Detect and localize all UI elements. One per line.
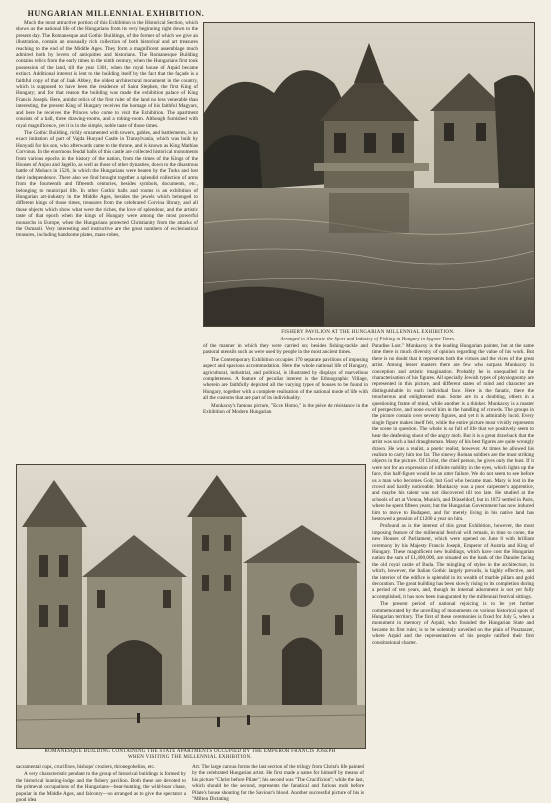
column-1-bottom xyxy=(16,764,186,803)
caption-line-2: WHEN VISITING THE MILLENNIAL EXHIBITION. xyxy=(128,755,252,760)
paragraph: Art. The large canvas forms the last section of the trilogy from Christ's life painted by the celebrated Hungarian artist. He first made a name for himself by means of his picture "Christ before Pilate"; his second was "The Crucifixion"; while the last, which should be the second, represents the fanatical and furious mob before Pilate's house shouting for the Saviour's blood. Another successful picture of his is "Milton Dictating xyxy=(192,764,364,803)
paragraph: A very characteristic pendant to the group of historical buildings is formed by the historical hunting-lodge and the fishery pavilion. Both these are devoted to the primeval occupations of the Hungarians—bear-hunting, the wild-boar chase, popular in the Middle Ages, and falconry—so arranged as to give the spectator a good idea xyxy=(16,771,186,803)
paragraph: Much the most attractive portion of this Exhibition is the Historical Section, which shows us the national life of the Hungarians from its very beginning right down to the present day. The Romanesque and Gothic Buildings, of the former of which we give an illustration, contain an unusually rich collection of both historical and art treasures reaching to the end of the Middle Ages. They form a magnificent assemblage much admired both by lovers of antiquities and historians. The Romanesque Building contains relics from the early times in the ninth century, when the Hungarians first took possession of the land, till the year 1301, when the royal house of Arpád became extinct. Additional interest is lent to the building itself by the fact that the façade is a faithful copy of that of Jaak Abbey, the oldest architectural monument in the country, which is supposed to have been the residence of Saint Stephen, the first King of Hungary; and for that reason the building was made the exhibition palace of King Francis Joseph. Here, amidst relics of the first ruler of the land no less venerable than interesting, the present King of Hungary receives the homage of his faithful Magyars, and here he receives the Princes who come to visit the Exhibition. The apartment consists of a hall, three drawing-rooms, and a robing-room. Although furnished with royal magnificence, yet it is in the simple, noble taste of those times. xyxy=(16,20,198,129)
caption-title: FISHERY PAVILION AT THE HUNGARIAN MILLENNIAL EXHIBITION. xyxy=(281,330,455,335)
column-1-top xyxy=(16,20,198,461)
paragraph: The present period of national rejoicing is to be yet further commemorated by the unveiling of monuments on various historical spots of Hungarian territory. The first of these ceremonies is fixed for July 5, when a monument in memory of Arpád, who founded the Hungarian State and became its first ruler, is to be solemnly unveiled on the plain of Pusztaszer, where Arpád and the representatives of his people ratified their first constitutional charter. xyxy=(372,601,534,646)
figure-caption-top xyxy=(203,330,533,342)
column-2-bottom xyxy=(192,764,364,803)
paragraph: of the manner in which they were carried on; besides fishing-tackle and pastoral utensils such as were used by people in the most ancient times. xyxy=(203,343,368,356)
fishery-pavilion-illustration xyxy=(203,22,535,327)
paragraph: Munkacsy's famous picture, "Ecce Homo," is the pièce de résistance in the Exhibition of Modern Hungarian xyxy=(203,402,368,416)
caption-line-1: ROMANESQUE BUILDING CONTAINING THE STATE APARTMENTS OCCUPIED BY THE EMPEROR FRANCIS JOSEPH xyxy=(44,749,336,754)
figure-caption-bottom xyxy=(16,749,364,761)
column-3 xyxy=(372,343,534,789)
caption-subtitle: Arranged to illustrate the Sport and Industry of Fishing in Hungary in bygone Times. xyxy=(280,336,456,341)
paragraph: Paradise Lost." Munkacsy is the leading Hungarian painter, but at the same time there is much diversity of opinion regarding the value of his work. But there is no doubt that it represents both the virtues and the vices of the great artist. Among lesser masters there are few who surpass Munkacsy in conception and artistic imagination. Probably he is unequalled in the characterisation of his figures. All specially Jewish types of physiognomy are represented in this picture, and different states of mind and character are distinguishable in each individual face. Here is the fanatic, there the treacherous and enlightened man. Some are in a doubting, others in a questioning frame of mind, while another is a thinker. Munkacsy is a master of perspective, and none excel him in the handling of crowds. The groups in the picture contain over seventy figures, and yet it is admirably lucid. Every single figure makes itself felt, while the entire picture most vividly represents the scene in question. The whole is so full of life that we positively seem to hear the deafening shout of the angry mob. But it is a great drawback that the artist was such a bad draughtsman. Many of his best figures are quite wrongly drawn. He was a realist, a poetic realist, however. At times he allowed his realism to carry him too far. The sinewy Roman soldiers are the most striking objects in the picture. Of Christ, the chief person, he gives only the bust. If it were not for an expression of infinite nobility in the eyes, which lights up the face, this half-figure would be an utter failure. We do not seem to see before us a man who becomes God, but God who became man. Mary is lost in the crowd and hardly noticeable. Munkacsy was a poor carpenter's apprentice, and maybe his talent was not discovered till too late. He studied at the schools of art at Vienna, Munich, and Düsseldorf, but in 1872 settled in Paris, where he spent fifteen years; but the Hungarian Government has now induced him to move to Budapest, and for merely living in his native land has bestowed a pension of £1200 a year on him. xyxy=(372,343,534,522)
paragraph: The Contemporary Exhibition occupies 170 separate pavilions of imposing aspect and spacious accommodation. Here the whole national life of Hungary, agricultural, industrial, and political, is illustrated by displays of marvellous completeness. A feature of peculiar interest is the Ethnographic Village, wherein are faithfully depicted all the varying types of houses to be found in Hungary, together with a complete realisation of the national mode of life with all the customs that are part of its individuality. xyxy=(203,356,368,402)
column-2-middle xyxy=(203,343,368,465)
paragraph: The Gothic Building, richly ornamented with towers, gables, and battlements, is an exact imitation of part of Vajda Hunyad Castle in Transylvania, which was built by Hunyadi for his son, who afterwards came to the throne, and is known as King Mathias Corvinus. In the enormous feudal halls of this castle are collected historical monuments from various epochs in the history of the nation, from the times of the Kings of the Houses of Anjou and Jagello, as well as those of other dynasties, down to the disastrous battle of Mohacs in 1526, in which the Hungarians were beaten by the Turks and lost their independence. There also we find brought together a splendid collection of arms from the fourteenth and fifteenth centuries, besides symbols, documents, etc., belonging to municipal life. In other Gothic halls and rooms is an exhibition of Hungarian art-industry in the Middle Ages, besides the jewels which belonged to different kings of those times, treasures from the celebrated Corvina library, and all those objects which show what were the riches, the love of splendour, and the artistic taste of that epoch when the kings of Hungary were among the most powerful monarchs in Europe, when the Hungarians protected Christianity from the attacks of the Osmanli. Very interesting and instructive are the great numbers of ecclesiastical treasures, including handsome plates, mass-robes, xyxy=(16,129,198,239)
page-heading: HUNGARIAN MILLENNIAL EXHIBITION. xyxy=(27,9,205,18)
paragraph: Profound as is the interest of this great Exhibition, however, the most imposing feature of the millennial festival will remain, in time to come, the new Houses of Parliament, which were opened on June 8 with brilliant ceremony by his Majesty Francis Joseph, Emperor of Austria and King of Hungary. These magnificent new buildings, which have cost the Hungarian nation the sum of £1,400,000, are situated on the bank of the Danube facing the old royal castle of Buda. The mingling of styles in the architecture, in which, however, the Italian Gothic largely prevails, is highly effective, and the interior of the edifice is splendid in its wealth of marble pillars and gold decoration. The great building has been slowly rising to its completion during a period of ten years, and, though its internal adornment is not yet fully accomplished, it has now been inaugurated by the millennial festival sittings. xyxy=(372,523,534,600)
paragraph: sacramental cups, crucifixes, bishops' croziers, thronegobelins, etc. xyxy=(16,764,156,770)
romanesque-building-illustration xyxy=(16,464,366,749)
